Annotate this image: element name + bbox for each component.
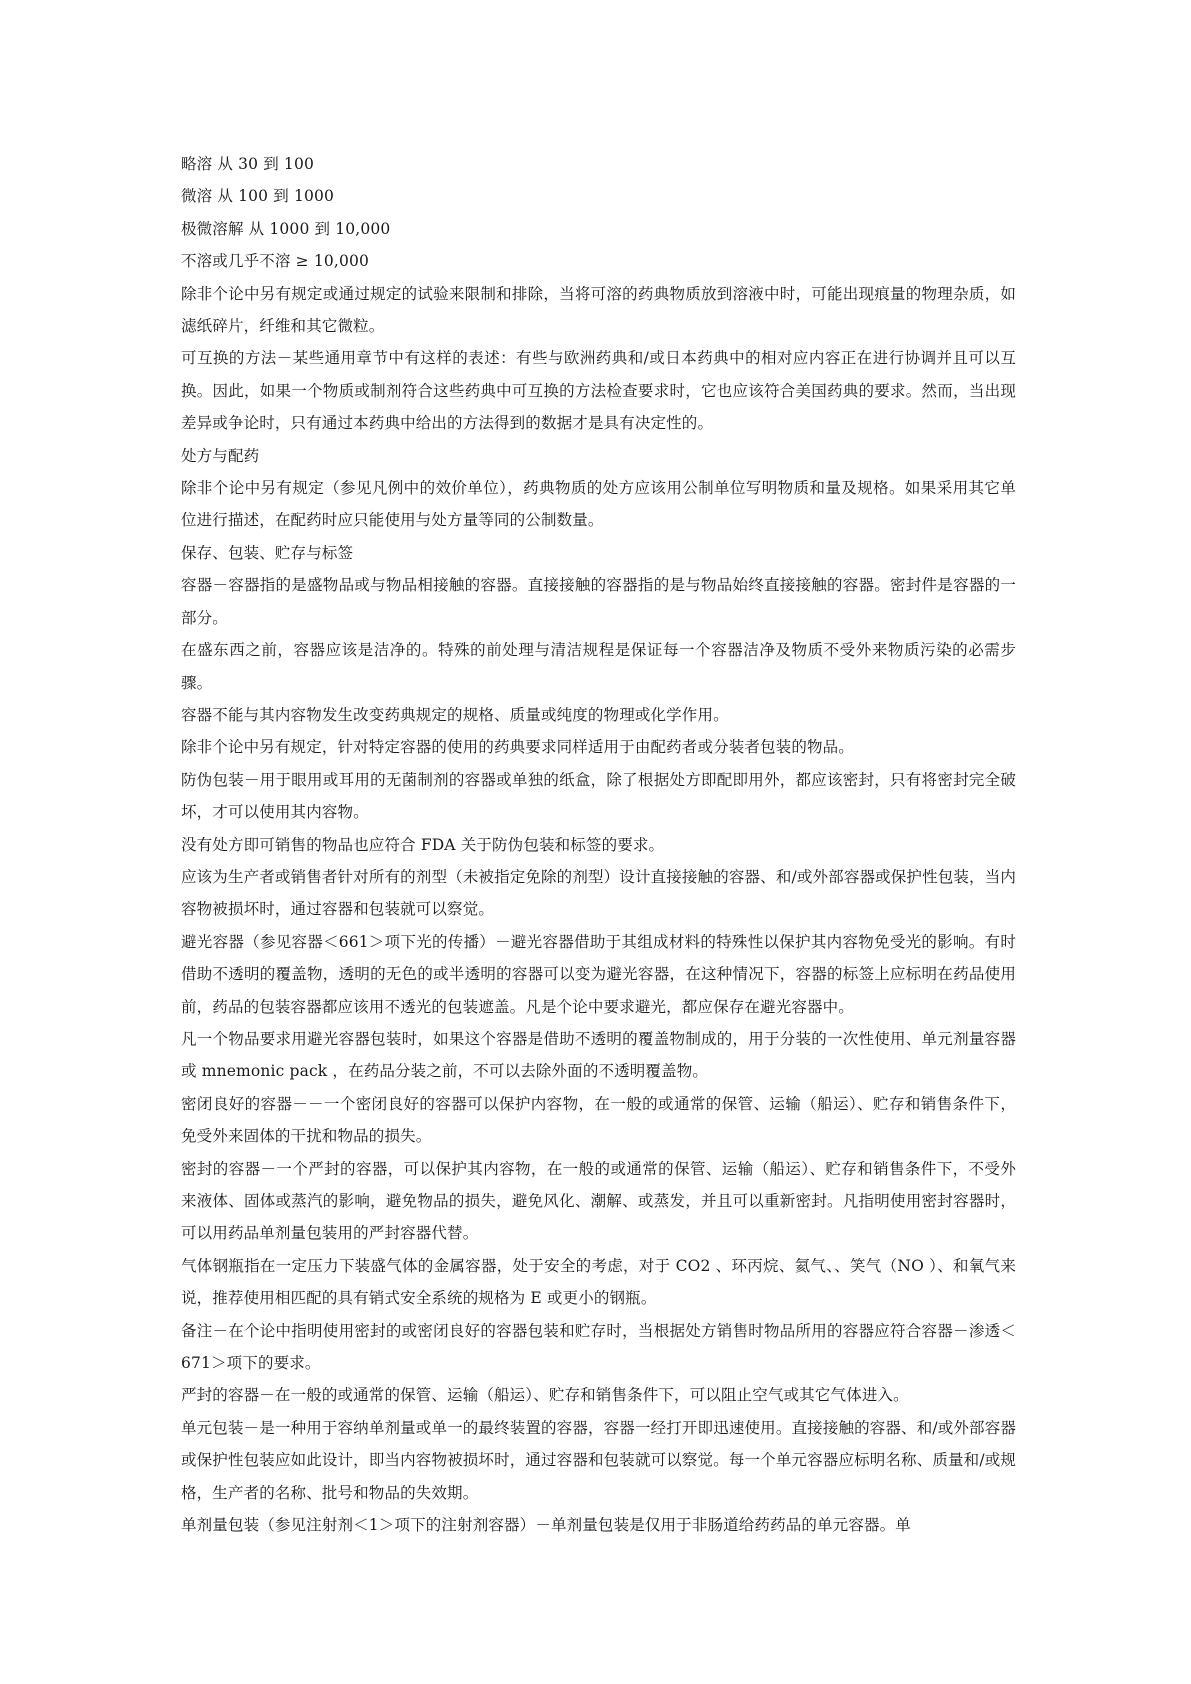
paragraph-hermetic-container: 严封的容器－在一般的或通常的保管、运输（船运）、贮存和销售条件下，可以阻止空气或其它气体进入。 — [181, 1386, 909, 1405]
paragraph-tamper-design: 应该为生产者或销售者针对所有的剂型（未被指定免除的剂型）设计直接接触的容器、和/或外部容器或保护性包装，当内容物被损坏时，通过容器和包装就可以察觉。 — [181, 867, 1016, 919]
paragraph-tight-container: 密封的容器－一个严封的容器，可以保护其内容物，在一般的或通常的保管、运输（船运）、贮存和销售条件下，不受外来液体、固体或蒸汽的影响，避免物品的损失，避免风化、潮解、或蒸发，并且可以重新密封。凡指明使用密封容器时，可以用药品单剂量包装用的严封容器代替。 — [181, 1159, 1016, 1243]
paragraph-metric-units: 除非个论中另有规定（参见凡例中的效价单位），药典物质的处方应该用公制单位写明物质和量及规格。如果采用其它单位进行描述，在配药时应只能使用与处方量等同的公制数量。 — [181, 479, 1016, 530]
paragraph-interchangeable-methods: 可互换的方法－某些通用章节中有这样的表述：有些与欧洲药典和/或日本药典中的相对应内容正在进行协调并且可以互换。因此，如果一个物质或制剂符合这些药典中可互换的方法检查要求时，它也应该符合美国药典的要求。然而，当出现差异或争论时，只有通过本药典中给出的方法得到的数据才是具有决定性的。 — [181, 349, 1016, 433]
solubility-row-slightly-soluble: 略溶 从 30 到 100 — [181, 155, 314, 173]
paragraph-dispenser-requirements: 除非个论中另有规定，针对特定容器的使用的药典要求同样适用于由配药者或分装者包装的物品。 — [181, 738, 854, 757]
paragraph-container-definition: 容器－容器指的是盛物品或与物品相接触的容器。直接接触的容器指的是与物品始终直接接触的容器。密封件是容器的一部分。 — [181, 576, 1016, 627]
paragraph-unit-container: 单元包装－是一种用于容纳单剂量或单一的最终装置的容器，容器一经打开即迅速使用。直接接触的容器、和/或外部容器或保护性包装应如此设计，即当内容物被损坏时，通过容器和包装就可以察觉。每一个单元容器应标明名称、质量和/或规格，生产者的名称、批号和物品的失效期。 — [181, 1418, 1016, 1502]
paragraph-container-cleanliness: 在盛东西之前，容器应该是洁净的。特殊的前处理与清洁规程是保证每一个容器洁净及物质不受外来物质污染的必需步骤。 — [181, 641, 1016, 692]
paragraph-container-interaction: 容器不能与其内容物发生改变药典规定的规格、质量或纯度的物理或化学作用。 — [181, 705, 729, 724]
paragraph-fda-otc: 没有处方即可销售的物品也应符合 FDA 关于防伪包装和标签的要求。 — [181, 835, 665, 854]
solubility-row-very-slightly-soluble: 微溶 从 100 到 1000 — [181, 187, 334, 206]
paragraph-trace-impurities: 除非个论中另有规定或通过规定的试验来限制和排除，当将可溶的药典物质放到溶液中时，可能出现痕量的物理杂质，如滤纸碎片，纤维和其它微粒。 — [181, 284, 1016, 336]
section-heading-prescribing: 处方与配药 — [181, 446, 260, 465]
document-body — [181, 148, 1016, 1541]
paragraph-tamper-evident: 防伪包装－用于眼用或耳用的无菌制剂的容器或单独的纸盒，除了根据处方即配即用外，都应该密封，只有将密封完全破坏，才可以使用其内容物。 — [181, 770, 1016, 822]
paragraph-light-resistant-container: 避光容器（参见容器＜661＞项下光的传播）－避光容器借助于其组成材料的特殊性以保护其内容物免受光的影响。有时借助不透明的覆盖物，透明的无色的或半透明的容器可以变为避光容器，在这种情况下，容器的标签上应标明在药品使用前，药品的包装容器都应该用不透光的包装遮盖。凡是个论中要求避光，都应保存在避光容器中。 — [181, 932, 1016, 1016]
paragraph-opaque-covering: 凡一个物品要求用避光容器包装时，如果这个容器是借助不透明的覆盖物制成的，用于分装的一次性使用、单元剂量容器或 mnemonic pack ，在药品分装之前，不可以去除外面的不透明覆盖物。 — [181, 1029, 1016, 1081]
solubility-row-practically-insoluble: 极微溶解 从 1000 到 10,000 — [181, 219, 391, 238]
section-heading-packaging: 保存、包装、贮存与标签 — [181, 543, 354, 562]
paragraph-well-closed-container: 密闭良好的容器－－一个密闭良好的容器可以保护内容物，在一般的或通常的保管、运输（船运）、贮存和销售条件下，免受外来固体的干扰和物品的损失。 — [181, 1094, 1016, 1146]
paragraph-single-dose-container: 单剂量包装（参见注射剂＜1＞项下的注射剂容器）－单剂量包装是仅用于非肠道给药药品的单元容器。单 — [181, 1516, 911, 1535]
paragraph-note-permeation: 备注－在个论中指明使用密封的或密闭良好的容器包装和贮存时，当根据处方销售时物品所用的容器应符合容器－渗透＜671＞项下的要求。 — [181, 1321, 1016, 1373]
paragraph-gas-cylinder: 气体钢瓶指在一定压力下装盛气体的金属容器，处于安全的考虑，对于 CO2 、环丙烷、氦气、、笑气（NO ）、和氧气来说，推荐使用相匹配的具有销式安全系统的规格为 E 或更小的钢瓶。 — [181, 1256, 1016, 1308]
solubility-row-insoluble: 不溶或几乎不溶 ≥ 10,000 — [181, 252, 369, 271]
